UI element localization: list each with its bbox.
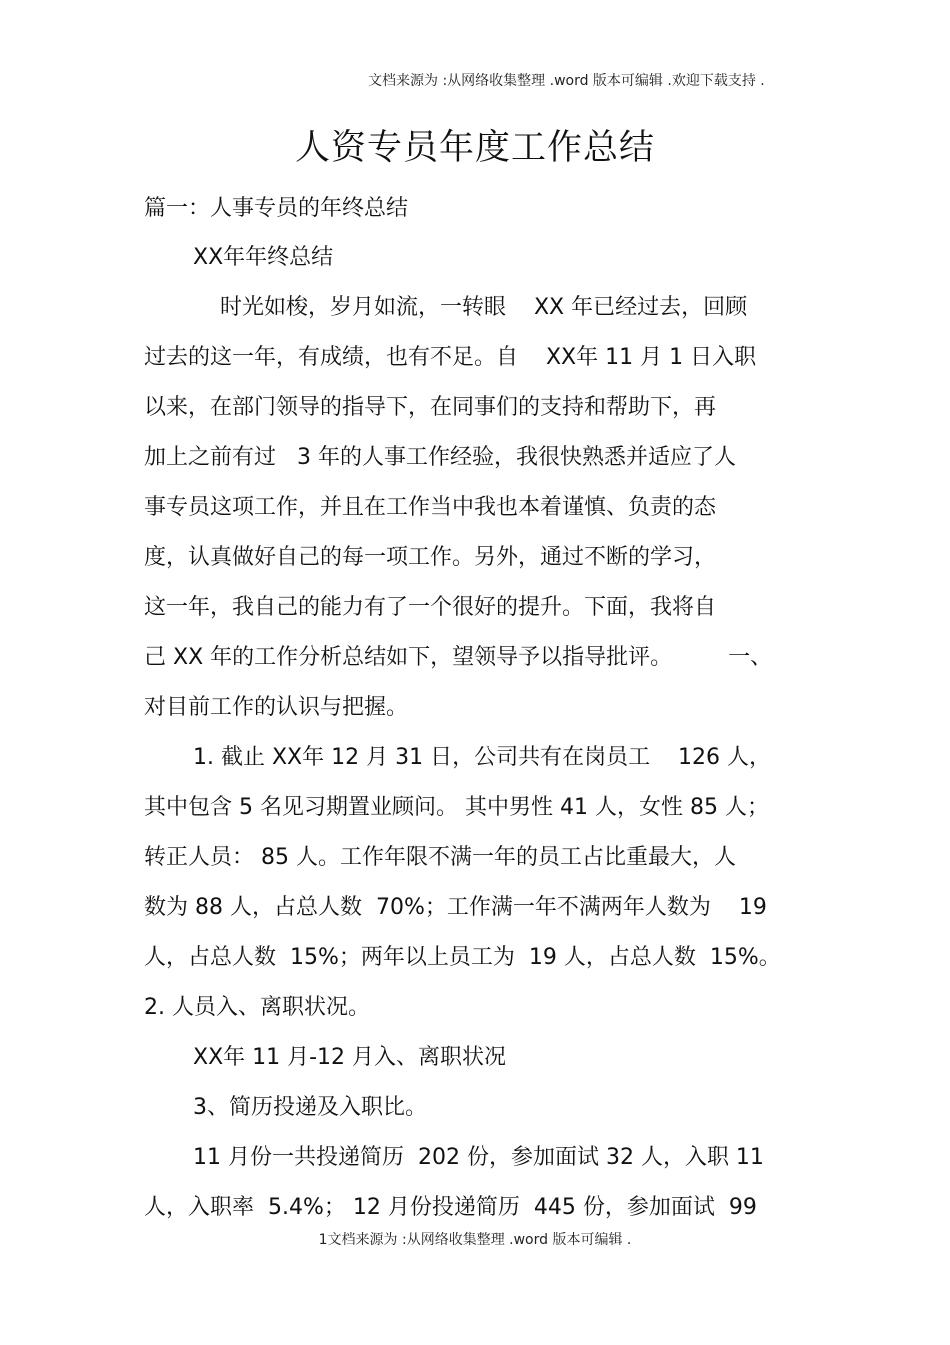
body-line: 对目前工作的认识与把握。	[144, 695, 409, 720]
body-line: 其中包含 5 名见习期置业顾问。 其中男性 41 人，女性 85 人；	[144, 795, 769, 820]
body-line: 2. 人员入、离职状况。	[144, 995, 370, 1020]
body-line: 11 月份一共投递简历 202 份，参加面试 32 人，入职 11	[193, 1145, 764, 1170]
section-heading: 篇一：人事专员的年终总结	[144, 196, 409, 221]
body-line: 数为 88 人，占总人数 70%；工作满一年不满两年人数为 19	[144, 895, 767, 920]
body-line: 事专员这项工作，并且在工作当中我也本着谨慎、负责的态	[144, 495, 717, 520]
body-line: 1. 截止 XX年 12 月 31 日，公司共有在岗员工 126 人，	[193, 745, 772, 770]
body-line: 度，认真做好自己的每一项工作。另外，通过不断的学习，	[144, 545, 717, 570]
body-line: 己 XX 年的工作分析总结如下，望领导予以指导批评。 一、	[144, 645, 773, 670]
body-line: 3、简历投递及入职比。	[193, 1095, 427, 1120]
body-line: 时光如梭，岁月如流，一转眼 XX 年已经过去，回顾	[220, 295, 748, 320]
body-line: 转正人员： 85 人。工作年限不满一年的员工占比重最大，人	[144, 845, 736, 870]
body-line: 这一年，我自己的能力有了一个很好的提升。下面，我将自	[144, 595, 717, 620]
header-source-note: 文档来源为 :从网络收集整理 .word 版本可编辑 .欢迎下载支持 .	[368, 73, 765, 89]
body-line: XX年 11 月-12 月入、离职状况	[193, 1045, 507, 1070]
body-line: 人，占总人数 15%；两年以上员工为 19 人，占总人数 15%。	[144, 945, 781, 970]
body-line: 以来，在部门领导的指导下，在同事们的支持和帮助下，再	[144, 395, 717, 420]
body-line: 人，入职率 5.4%； 12 月份投递简历 445 份，参加面试 99	[144, 1195, 757, 1220]
subheading: XX年年终总结	[193, 245, 334, 270]
body-line: 加上之前有过 3 年的人事工作经验，我很快熟悉并适应了人	[144, 445, 736, 470]
body-line: 过去的这一年，有成绩，也有不足。自 XX年 11 月 1 日入职	[144, 345, 757, 370]
footer-source-note: 1文档来源为 :从网络收集整理 .word 版本可编辑 .	[318, 1232, 632, 1248]
document-title: 人资专员年度工作总结	[294, 128, 655, 168]
